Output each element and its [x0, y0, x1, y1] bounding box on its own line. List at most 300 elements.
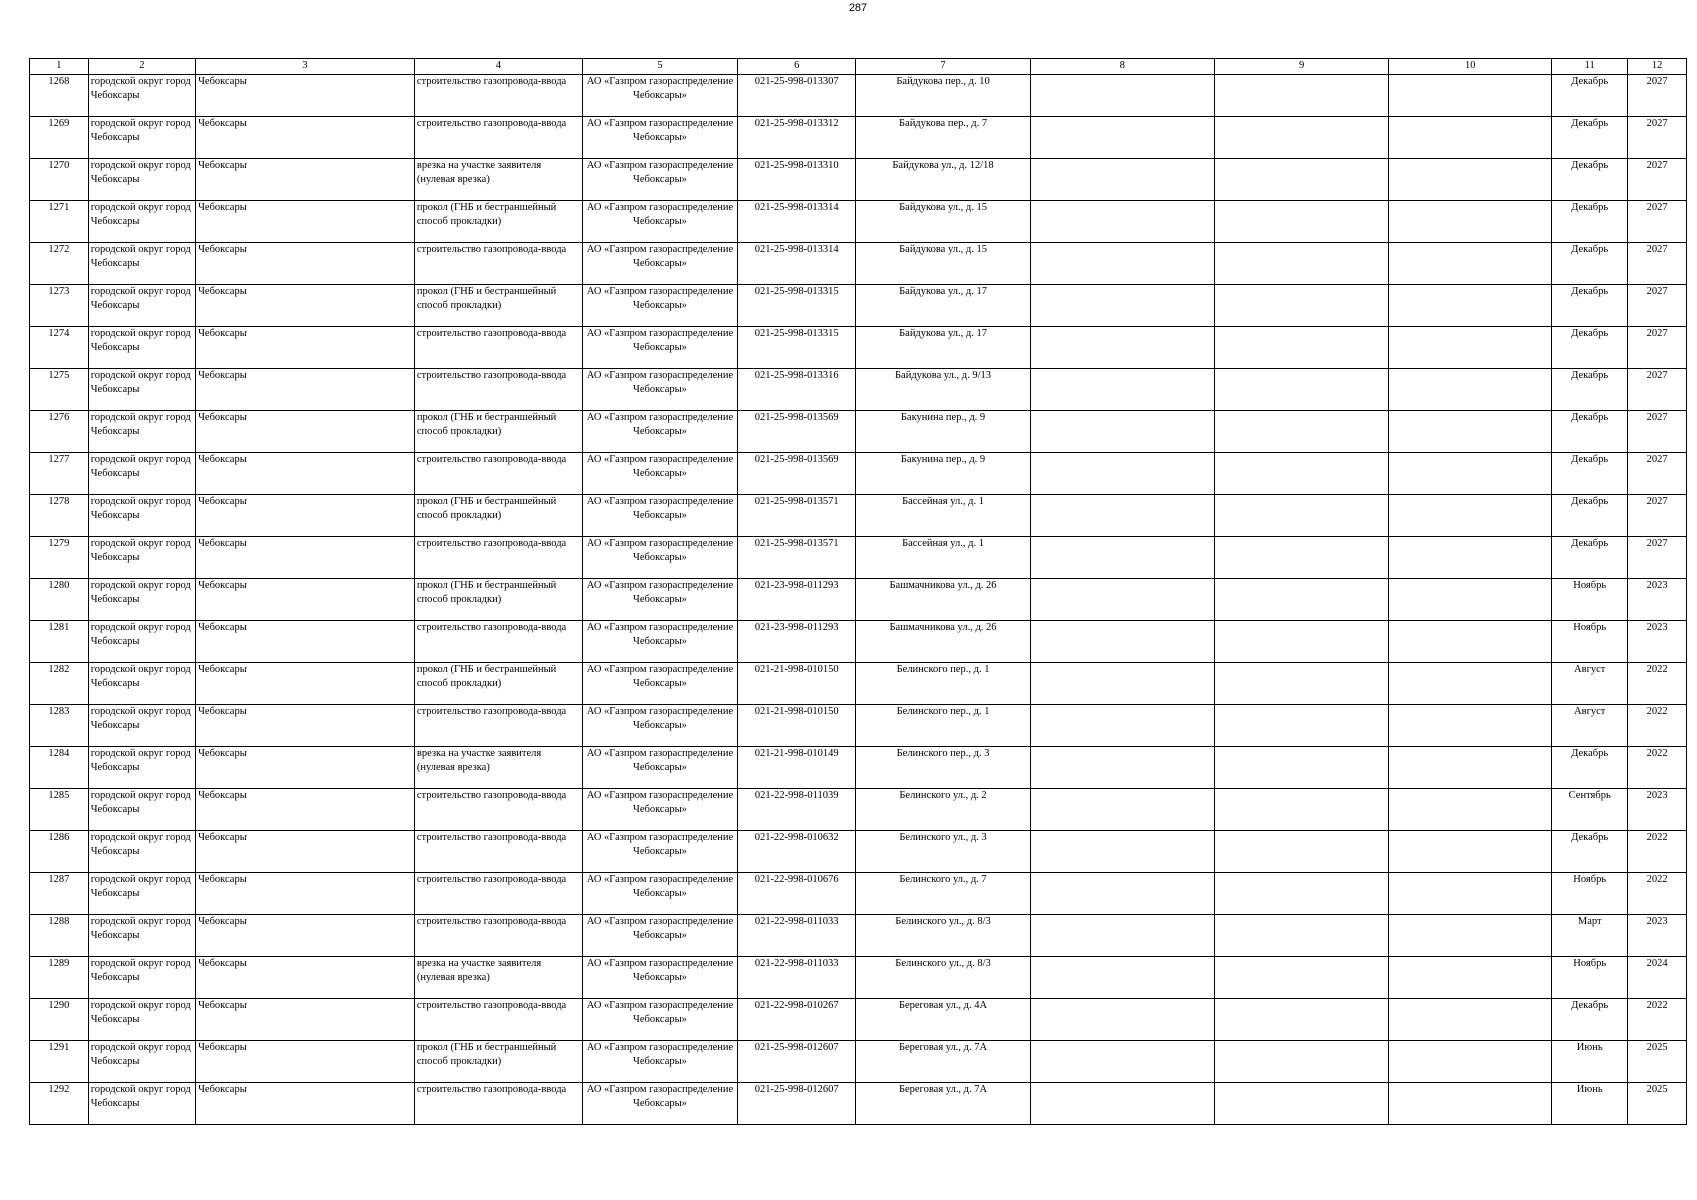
district-cell-text: городской округ город Чебоксары: [90, 622, 191, 647]
month-cell-text: Декабрь: [1571, 160, 1609, 171]
column-header-3: 3: [196, 59, 415, 75]
city-cell-text: Чебоксары: [198, 454, 247, 465]
address-cell: [856, 999, 1030, 1041]
table-row: [30, 621, 1687, 663]
month-cell: [1552, 537, 1628, 579]
work-type-cell: [414, 411, 582, 453]
city-cell: [196, 873, 415, 915]
city-cell: [196, 75, 415, 117]
city-cell-text: Чебоксары: [198, 622, 247, 633]
district-cell: [88, 453, 195, 495]
column-9-cell: [1214, 201, 1388, 243]
district-cell-text: городской округ город Чебоксары: [90, 706, 191, 731]
year-cell: [1628, 873, 1687, 915]
address-cell-text: Бакунина пер., д. 9: [900, 454, 986, 465]
city-cell: [196, 831, 415, 873]
column-9-cell: [1214, 537, 1388, 579]
column-10-cell: [1389, 201, 1552, 243]
month-cell: [1552, 621, 1628, 663]
month-cell: [1552, 117, 1628, 159]
month-cell: [1552, 495, 1628, 537]
year-cell: [1628, 579, 1687, 621]
column-8-cell: [1030, 705, 1214, 747]
work-type-cell-text: прокол (ГНБ и бестраншейный способ прокладки): [416, 496, 557, 521]
application-code-cell: [737, 117, 856, 159]
application-code-cell-text: 021-22-998-011033: [754, 958, 839, 969]
column-9-cell-text: [1217, 117, 1386, 158]
city-cell-text: Чебоксары: [198, 580, 247, 591]
application-code-cell: [737, 285, 856, 327]
city-cell-text: Чебоксары: [198, 76, 247, 87]
year-cell: [1628, 201, 1687, 243]
table-row: [30, 789, 1687, 831]
column-9-cell: [1214, 327, 1388, 369]
row-number: [30, 411, 89, 453]
month-cell-text: Декабрь: [1571, 370, 1609, 381]
column-9-cell-text: [1217, 327, 1386, 368]
work-type-cell: [414, 957, 582, 999]
organization-cell: [582, 453, 737, 495]
application-code-cell-text: 021-21-998-010150: [754, 706, 839, 717]
address-cell: [856, 411, 1030, 453]
column-10-cell-text: [1391, 537, 1549, 578]
organization-cell-text: АО «Газпром газораспределение Чебоксары»: [586, 496, 734, 521]
table-row: [30, 495, 1687, 537]
district-cell: [88, 159, 195, 201]
column-10-cell: [1389, 747, 1552, 789]
month-cell: [1552, 663, 1628, 705]
column-10-cell: [1389, 621, 1552, 663]
column-header-10: 10: [1389, 59, 1552, 75]
column-9-cell: [1214, 117, 1388, 159]
month-cell-text: Декабрь: [1571, 748, 1609, 759]
month-cell-text: Декабрь: [1571, 832, 1609, 843]
year-cell-text: 2027: [1646, 160, 1668, 171]
month-cell-text: Ноябрь: [1573, 874, 1607, 885]
row-number-text: 1292: [48, 1084, 70, 1095]
city-cell: [196, 201, 415, 243]
column-10-cell-text: [1391, 915, 1549, 956]
month-cell: [1552, 915, 1628, 957]
district-cell-text: городской округ город Чебоксары: [90, 1084, 191, 1109]
table-row: [30, 159, 1687, 201]
work-type-cell-text: прокол (ГНБ и бестраншейный способ прокладки): [416, 412, 557, 437]
organization-cell-text: АО «Газпром газораспределение Чебоксары»: [586, 286, 734, 311]
address-cell-text: Белинского ул., д. 8/3: [895, 916, 991, 927]
application-code-cell-text: 021-21-998-010149: [754, 748, 839, 759]
column-8-cell-text: [1033, 705, 1212, 746]
column-10-cell-text: [1391, 957, 1549, 998]
district-cell: [88, 201, 195, 243]
column-8-cell: [1030, 747, 1214, 789]
organization-cell-text: АО «Газпром газораспределение Чебоксары»: [586, 160, 734, 185]
application-code-cell-text: 021-22-998-011039: [754, 790, 839, 801]
row-number: [30, 537, 89, 579]
address-cell: [856, 957, 1030, 999]
organization-cell-text: АО «Газпром газораспределение Чебоксары»: [586, 412, 734, 437]
district-cell: [88, 243, 195, 285]
application-code-cell: [737, 159, 856, 201]
row-number: [30, 117, 89, 159]
column-9-cell: [1214, 957, 1388, 999]
row-number-text: 1286: [48, 832, 70, 843]
column-8-cell: [1030, 663, 1214, 705]
city-cell: [196, 957, 415, 999]
organization-cell: [582, 957, 737, 999]
column-10-cell-text: [1391, 243, 1549, 284]
application-code-cell-text: 021-25-998-012607: [754, 1042, 839, 1053]
column-9-cell: [1214, 705, 1388, 747]
year-cell-text: 2027: [1646, 454, 1668, 465]
month-cell-text: Декабрь: [1571, 202, 1609, 213]
column-8-cell-text: [1033, 453, 1212, 494]
year-cell-text: 2023: [1646, 622, 1668, 633]
column-10-cell: [1389, 453, 1552, 495]
district-cell: [88, 831, 195, 873]
table-row: [30, 999, 1687, 1041]
column-10-cell-text: [1391, 75, 1549, 116]
month-cell-text: Декабрь: [1571, 1000, 1609, 1011]
work-type-cell-text: строительство газопровода-ввода: [416, 76, 567, 87]
address-cell: [856, 915, 1030, 957]
work-type-cell: [414, 285, 582, 327]
month-cell: [1552, 453, 1628, 495]
row-number: [30, 831, 89, 873]
work-type-cell: [414, 789, 582, 831]
column-10-cell: [1389, 75, 1552, 117]
work-type-cell: [414, 621, 582, 663]
month-cell-text: Ноябрь: [1573, 958, 1607, 969]
column-10-cell-text: [1391, 117, 1549, 158]
month-cell-text: Декабрь: [1571, 538, 1609, 549]
month-cell: [1552, 747, 1628, 789]
district-cell: [88, 663, 195, 705]
table-row: [30, 327, 1687, 369]
column-8-cell-text: [1033, 327, 1212, 368]
application-code-cell-text: 021-21-998-010150: [754, 664, 839, 675]
work-type-cell: [414, 915, 582, 957]
address-cell: [856, 537, 1030, 579]
column-9-cell-text: [1217, 537, 1386, 578]
row-number-text: 1282: [48, 664, 70, 675]
work-type-cell: [414, 579, 582, 621]
work-type-cell-text: строительство газопровода-ввода: [416, 328, 567, 339]
table-row: [30, 201, 1687, 243]
year-cell-text: 2022: [1646, 706, 1668, 717]
column-10-cell: [1389, 579, 1552, 621]
table-row: [30, 537, 1687, 579]
city-cell: [196, 159, 415, 201]
column-8-cell: [1030, 411, 1214, 453]
table-row: [30, 75, 1687, 117]
column-header-11: 11: [1552, 59, 1628, 75]
column-9-cell: [1214, 453, 1388, 495]
district-cell: [88, 789, 195, 831]
organization-cell: [582, 495, 737, 537]
year-cell-text: 2023: [1646, 790, 1668, 801]
city-cell-text: Чебоксары: [198, 664, 247, 675]
column-10-cell: [1389, 537, 1552, 579]
column-9-cell-text: [1217, 831, 1386, 872]
city-cell: [196, 453, 415, 495]
district-cell: [88, 579, 195, 621]
address-cell-text: Белинского пер., д. 1: [896, 706, 990, 717]
organization-cell-text: АО «Газпром газораспределение Чебоксары»: [586, 790, 734, 815]
column-9-cell-text: [1217, 1041, 1386, 1082]
district-cell-text: городской округ город Чебоксары: [90, 538, 191, 563]
column-10-cell: [1389, 285, 1552, 327]
city-cell: [196, 789, 415, 831]
table-row: [30, 579, 1687, 621]
application-code-cell-text: 021-23-998-011293: [754, 622, 839, 633]
column-10-cell: [1389, 831, 1552, 873]
district-cell-text: городской округ город Чебоксары: [90, 832, 191, 857]
application-code-cell: [737, 789, 856, 831]
column-8-cell-text: [1033, 1083, 1212, 1124]
work-type-cell: [414, 495, 582, 537]
application-code-cell: [737, 873, 856, 915]
application-code-cell-text: 021-25-998-012607: [754, 1084, 839, 1095]
column-9-cell-text: [1217, 747, 1386, 788]
month-cell: [1552, 873, 1628, 915]
column-9-cell: [1214, 747, 1388, 789]
row-number-text: 1271: [48, 202, 70, 213]
column-8-cell: [1030, 789, 1214, 831]
column-9-cell-text: [1217, 957, 1386, 998]
year-cell: [1628, 411, 1687, 453]
city-cell-text: Чебоксары: [198, 1042, 247, 1053]
organization-cell: [582, 831, 737, 873]
work-type-cell-text: врезка на участке заявителя (нулевая врезка): [416, 160, 542, 185]
city-cell-text: Чебоксары: [198, 286, 247, 297]
district-cell: [88, 117, 195, 159]
address-cell: [856, 1041, 1030, 1083]
row-number: [30, 747, 89, 789]
district-cell-text: городской округ город Чебоксары: [90, 496, 191, 521]
row-number: [30, 1041, 89, 1083]
column-10-cell: [1389, 789, 1552, 831]
district-cell-text: городской округ город Чебоксары: [90, 244, 191, 269]
year-cell-text: 2027: [1646, 328, 1668, 339]
row-number: [30, 495, 89, 537]
column-header-4: 4: [414, 59, 582, 75]
organization-cell: [582, 159, 737, 201]
city-cell: [196, 327, 415, 369]
address-cell-text: Бассейная ул., д. 1: [902, 538, 984, 549]
month-cell-text: Сентябрь: [1568, 790, 1611, 801]
gasification-schedule-table: [29, 58, 1687, 1125]
column-10-cell-text: [1391, 621, 1549, 662]
address-cell: [856, 579, 1030, 621]
organization-cell: [582, 915, 737, 957]
row-number-text: 1272: [48, 244, 70, 255]
column-9-cell-text: [1217, 243, 1386, 284]
application-code-cell: [737, 369, 856, 411]
application-code-cell-text: 021-25-998-013312: [754, 118, 839, 129]
address-cell: [856, 705, 1030, 747]
column-9-cell: [1214, 915, 1388, 957]
address-cell: [856, 243, 1030, 285]
organization-cell: [582, 285, 737, 327]
year-cell: [1628, 117, 1687, 159]
district-cell: [88, 537, 195, 579]
work-type-cell: [414, 201, 582, 243]
district-cell-text: городской округ город Чебоксары: [90, 202, 191, 227]
city-cell-text: Чебоксары: [198, 370, 247, 381]
column-10-cell-text: [1391, 495, 1549, 536]
column-10-cell: [1389, 1083, 1552, 1125]
column-10-cell: [1389, 957, 1552, 999]
column-9-cell-text: [1217, 621, 1386, 662]
year-cell-text: 2027: [1646, 496, 1668, 507]
work-type-cell-text: строительство газопровода-ввода: [416, 706, 567, 717]
application-code-cell-text: 021-25-998-013571: [754, 496, 839, 507]
column-10-cell-text: [1391, 411, 1549, 452]
month-cell-text: Декабрь: [1571, 244, 1609, 255]
district-cell-text: городской округ город Чебоксары: [90, 664, 191, 689]
column-9-cell-text: [1217, 579, 1386, 620]
year-cell-text: 2027: [1646, 76, 1668, 87]
work-type-cell: [414, 159, 582, 201]
application-code-cell: [737, 705, 856, 747]
district-cell-text: городской округ город Чебоксары: [90, 160, 191, 185]
district-cell-text: городской округ город Чебоксары: [90, 1042, 191, 1067]
application-code-cell: [737, 327, 856, 369]
city-cell-text: Чебоксары: [198, 538, 247, 549]
organization-cell: [582, 579, 737, 621]
column-header-2: 2: [88, 59, 195, 75]
work-type-cell-text: строительство газопровода-ввода: [416, 1084, 567, 1095]
address-cell: [856, 747, 1030, 789]
work-type-cell: [414, 747, 582, 789]
column-10-cell-text: [1391, 201, 1549, 242]
district-cell: [88, 75, 195, 117]
column-8-cell: [1030, 1083, 1214, 1125]
organization-cell-text: АО «Газпром газораспределение Чебоксары»: [586, 370, 734, 395]
table-row: [30, 369, 1687, 411]
year-cell: [1628, 1083, 1687, 1125]
year-cell: [1628, 159, 1687, 201]
column-10-cell: [1389, 873, 1552, 915]
city-cell: [196, 705, 415, 747]
organization-cell: [582, 117, 737, 159]
row-number-text: 1283: [48, 706, 70, 717]
district-cell: [88, 495, 195, 537]
month-cell-text: Декабрь: [1571, 286, 1609, 297]
column-10-cell-text: [1391, 579, 1549, 620]
address-cell: [856, 831, 1030, 873]
row-number: [30, 159, 89, 201]
organization-cell-text: АО «Газпром газораспределение Чебоксары»: [586, 916, 734, 941]
organization-cell: [582, 705, 737, 747]
organization-cell-text: АО «Газпром газораспределение Чебоксары»: [586, 664, 734, 689]
month-cell-text: Август: [1574, 664, 1606, 675]
year-cell: [1628, 999, 1687, 1041]
organization-cell: [582, 369, 737, 411]
column-8-cell-text: [1033, 999, 1212, 1040]
organization-cell-text: АО «Газпром газораспределение Чебоксары»: [586, 76, 734, 101]
address-cell-text: Белинского ул., д. 8/3: [895, 958, 991, 969]
city-cell-text: Чебоксары: [198, 874, 247, 885]
address-cell-text: Береговая ул., д. 7А: [898, 1084, 988, 1095]
organization-cell: [582, 243, 737, 285]
year-cell-text: 2022: [1646, 832, 1668, 843]
address-cell-text: Береговая ул., д. 7А: [898, 1042, 988, 1053]
year-cell-text: 2027: [1646, 538, 1668, 549]
work-type-cell: [414, 663, 582, 705]
column-10-cell-text: [1391, 327, 1549, 368]
month-cell-text: Август: [1574, 706, 1606, 717]
year-cell-text: 2027: [1646, 412, 1668, 423]
column-10-cell: [1389, 369, 1552, 411]
city-cell: [196, 747, 415, 789]
year-cell-text: 2025: [1646, 1042, 1668, 1053]
month-cell: [1552, 705, 1628, 747]
column-10-cell-text: [1391, 873, 1549, 914]
column-8-cell: [1030, 75, 1214, 117]
organization-cell-text: АО «Газпром газораспределение Чебоксары»: [586, 832, 734, 857]
work-type-cell: [414, 117, 582, 159]
row-number: [30, 579, 89, 621]
column-9-cell-text: [1217, 663, 1386, 704]
address-cell-text: Байдукова ул., д. 15: [899, 202, 987, 213]
application-code-cell: [737, 537, 856, 579]
table-row: [30, 453, 1687, 495]
row-number: [30, 1083, 89, 1125]
application-code-cell-text: 021-25-998-013569: [754, 412, 839, 423]
work-type-cell-text: строительство газопровода-ввода: [416, 370, 567, 381]
district-cell-text: городской округ город Чебоксары: [90, 412, 191, 437]
column-8-cell: [1030, 201, 1214, 243]
column-8-cell: [1030, 495, 1214, 537]
address-cell-text: Башмачникова ул., д. 26: [889, 622, 997, 633]
month-cell: [1552, 1041, 1628, 1083]
column-9-cell: [1214, 495, 1388, 537]
work-type-cell-text: прокол (ГНБ и бестраншейный способ прокладки): [416, 202, 557, 227]
column-10-cell: [1389, 915, 1552, 957]
column-10-cell: [1389, 117, 1552, 159]
column-10-cell: [1389, 243, 1552, 285]
district-cell: [88, 285, 195, 327]
address-cell-text: Белинского пер., д. 1: [896, 664, 990, 675]
district-cell: [88, 1083, 195, 1125]
work-type-cell-text: строительство газопровода-ввода: [416, 244, 567, 255]
district-cell: [88, 1041, 195, 1083]
year-cell: [1628, 75, 1687, 117]
column-10-cell-text: [1391, 285, 1549, 326]
city-cell: [196, 369, 415, 411]
district-cell-text: городской округ город Чебоксары: [90, 580, 191, 605]
organization-cell: [582, 201, 737, 243]
column-8-cell-text: [1033, 285, 1212, 326]
column-9-cell-text: [1217, 915, 1386, 956]
year-cell: [1628, 243, 1687, 285]
address-cell-text: Байдукова ул., д. 15: [899, 244, 987, 255]
organization-cell: [582, 621, 737, 663]
row-number: [30, 873, 89, 915]
row-number-text: 1280: [48, 580, 70, 591]
address-cell: [856, 327, 1030, 369]
column-8-cell-text: [1033, 243, 1212, 284]
work-type-cell: [414, 999, 582, 1041]
district-cell: [88, 999, 195, 1041]
address-cell: [856, 75, 1030, 117]
row-number-text: 1269: [48, 118, 70, 129]
district-cell: [88, 705, 195, 747]
year-cell: [1628, 285, 1687, 327]
column-8-cell-text: [1033, 75, 1212, 116]
city-cell-text: Чебоксары: [198, 1000, 247, 1011]
